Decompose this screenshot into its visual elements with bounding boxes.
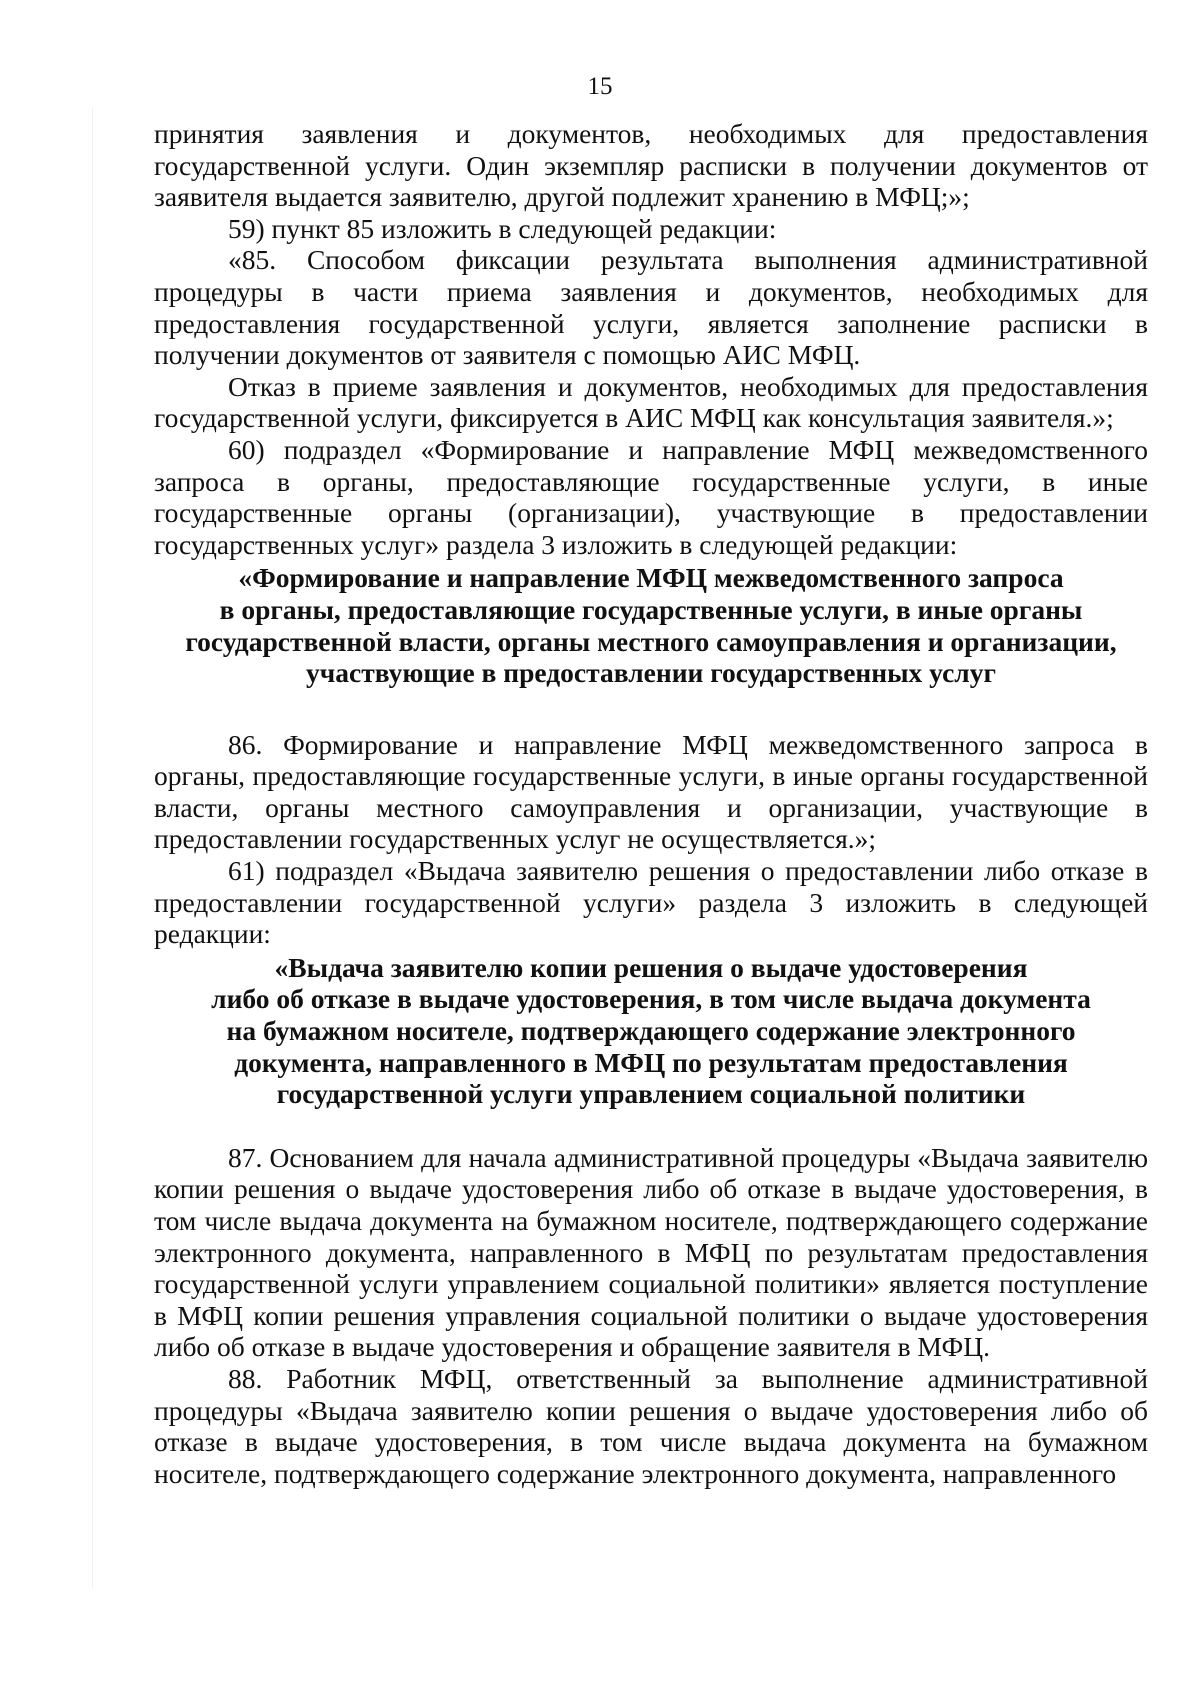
section-heading-issuance [154,952,1148,1110]
paragraph-item-61: 61) подраздел «Выдача заявителю решения о предоставлении либо отказе в предоставлении государственной услуги» раздела 3 изложить в следующей редакции: [154,855,1148,950]
section-heading-interagency-request [154,562,1148,688]
document-body [154,118,1148,1489]
paragraph-refusal: Отказ в приеме заявления и документов, необходимых для предоставления государственной услуги, фиксируется в АИС МФЦ как консультация заявителя.»; [154,370,1148,434]
heading-line: документа, направленного в МФЦ по результатам предоставления [234,1046,1068,1078]
paragraph-point-87: 87. Основанием для начала административной процедуры «Выдача заявителю копии решения о выдаче удостоверения либо об отказе в выдаче удостоверения, в том числе выдача документа на бумажном носителе, подтверждающего содержание электронного документа, направленного в МФЦ по результатам предоставления государственной услуги управлением социальной политики» является поступление в МФЦ копии решения управления социальной политики о выдаче удостоверения либо об отказе в выдаче удостоверения и обращение заявителя в МФЦ. [154,1141,1148,1363]
paragraph-point-88: 88. Работник МФЦ, ответственный за выполнение административной процедуры «Выдача заявителю копии решения о выдаче удостоверения либо об отказе в выдаче удостоверения, в том числе выдача документа на бумажном носителе, подтверждающего содержание электронного документа, направленного [154,1362,1148,1489]
heading-spacer [154,689,1148,729]
page-number: 15 [587,73,613,100]
heading-spacer [154,1110,1148,1142]
heading-line: участвующие в предоставлении государственных услуг [306,657,996,689]
heading-line: либо об отказе в выдаче удостоверения, в том числе выдача документа [211,983,1091,1015]
paragraph-point-85: «85. Способом фиксации результата выполнения административной процедуры в части приема заявления и документов, необходимых для предоставления государственной услуги, является заполнение расписки в получении документов от заявителя с помощью АИС МФЦ. [154,244,1148,371]
paragraph-continuation: принятия заявления и документов, необходимых для предоставления государственной услуги. Один экземпляр расписки в получении документов от заявителя выдается заявителю, другой подлежит хранению в МФЦ;»; [154,118,1148,213]
paragraph-item-60: 60) подраздел «Формирование и направление МФЦ межведомственного запроса в органы, предоставляющие государственные услуги, в иные государственные органы (организации), участвующие в предоставлении государственных услуг» раздела 3 изложить в следующей редакции: [154,433,1148,560]
heading-line: в органы, предоставляющие государственные услуги, в иные органы [219,593,1083,625]
heading-line: государственной услуги управлением социальной политики [276,1078,1026,1110]
heading-line: на бумажном носителе, подтверждающего содержание электронного [226,1015,1076,1047]
heading-line: «Выдача заявителю копии решения о выдаче удостоверения [274,951,1028,983]
paragraph-point-86: 86. Формирование и направление МФЦ межведомственного запроса в органы, предоставляющие государственные услуги, в иные органы государственной власти, органы местного самоуправления и организации, участвующие в предоставлении государственных услуг не осуществляется.»; [154,728,1148,855]
heading-line: «Формирование и направление МФЦ межведомственного запроса [238,562,1064,594]
heading-line: государственной власти, органы местного самоуправления и организации, [185,625,1117,657]
scan-margin-line [92,108,93,1588]
paragraph-item-59: 59) пункт 85 изложить в следующей редакции: [228,212,777,244]
